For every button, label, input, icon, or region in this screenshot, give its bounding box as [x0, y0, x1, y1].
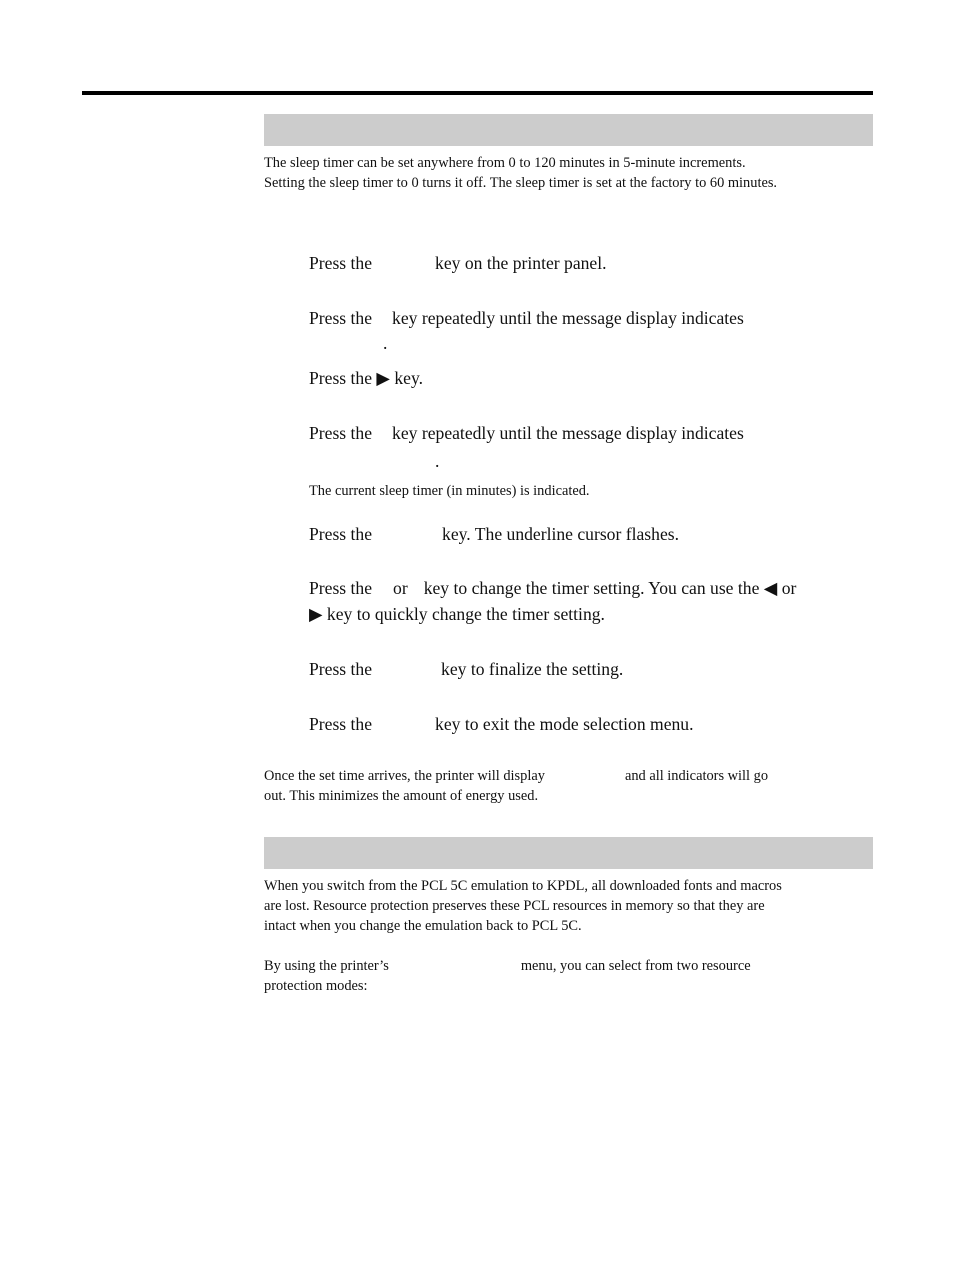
para-2-line-1-rest: menu, you can select from two resource: [520, 958, 751, 974]
step-4-lead: Press the: [309, 423, 373, 443]
step-2-period: .: [383, 333, 388, 353]
step-7: [309, 657, 623, 681]
top-rule: [82, 91, 873, 95]
outro-line-1: [264, 766, 768, 786]
step-1-rest: key on the printer panel.: [435, 253, 607, 273]
step-6-lead: Press the: [309, 578, 373, 598]
para-1-line-3: intact when you change the emulation back to PCL 5C.: [264, 918, 582, 934]
intro-line-2: Setting the sleep timer to 0 turns it off. The sleep timer is set at the factory to 60 minutes.: [264, 175, 778, 191]
step-4-rest: key repeatedly until the message display indicates: [392, 423, 744, 443]
step-2-rest: key repeatedly until the message display indicates: [392, 308, 744, 328]
step-4-period: .: [435, 451, 440, 471]
section-heading-band-sleep-timer: [264, 114, 873, 146]
outro-line-2: out. This minimizes the amount of energy used.: [264, 788, 539, 804]
step-5-lead: Press the: [309, 524, 373, 544]
step-7-lead: Press the: [309, 659, 373, 679]
section-heading-band-resource-protection: [264, 837, 873, 869]
step-1: [309, 251, 607, 275]
step-5: [309, 522, 679, 546]
step-5-rest: key. The underline cursor flashes.: [442, 524, 679, 544]
step-1-lead: Press the: [309, 253, 373, 273]
step-8-lead: Press the: [309, 714, 373, 734]
step-8-rest: key to exit the mode selection menu.: [435, 714, 694, 734]
outro-line-1-lead: Once the set time arrives, the printer will display: [264, 768, 545, 784]
step-8: [309, 712, 694, 736]
para-1-line-1: When you switch from the PCL 5C emulation to KPDL, all downloaded fonts and macros: [264, 878, 782, 894]
para-1-line-2: are lost. Resource protection preserves these PCL resources in memory so that they are: [264, 898, 765, 914]
step-6-or: or: [393, 578, 408, 598]
step-6-rest: key to change the timer setting. You can use the ◀ or: [423, 578, 797, 598]
step-2-lead: Press the: [309, 308, 373, 328]
para-2-line-1: [264, 956, 751, 976]
step-6-line-2: ▶ key to quickly change the timer setting.: [309, 604, 605, 624]
step-3: Press the ▶ key.: [309, 368, 424, 388]
para-2-line-1-lead: By using the printer’s: [264, 958, 389, 974]
step-4: [309, 421, 744, 445]
outro-line-1-rest: and all indicators will go: [624, 768, 769, 784]
step-6: [309, 576, 796, 600]
step-4-note: The current sleep timer (in minutes) is indicated.: [309, 483, 590, 499]
para-2-line-2: protection modes:: [264, 978, 368, 994]
intro-line-1: The sleep timer can be set anywhere from 0 to 120 minutes in 5-minute increments.: [264, 155, 746, 171]
step-2: [309, 306, 744, 330]
step-7-rest: key to finalize the setting.: [441, 659, 624, 679]
